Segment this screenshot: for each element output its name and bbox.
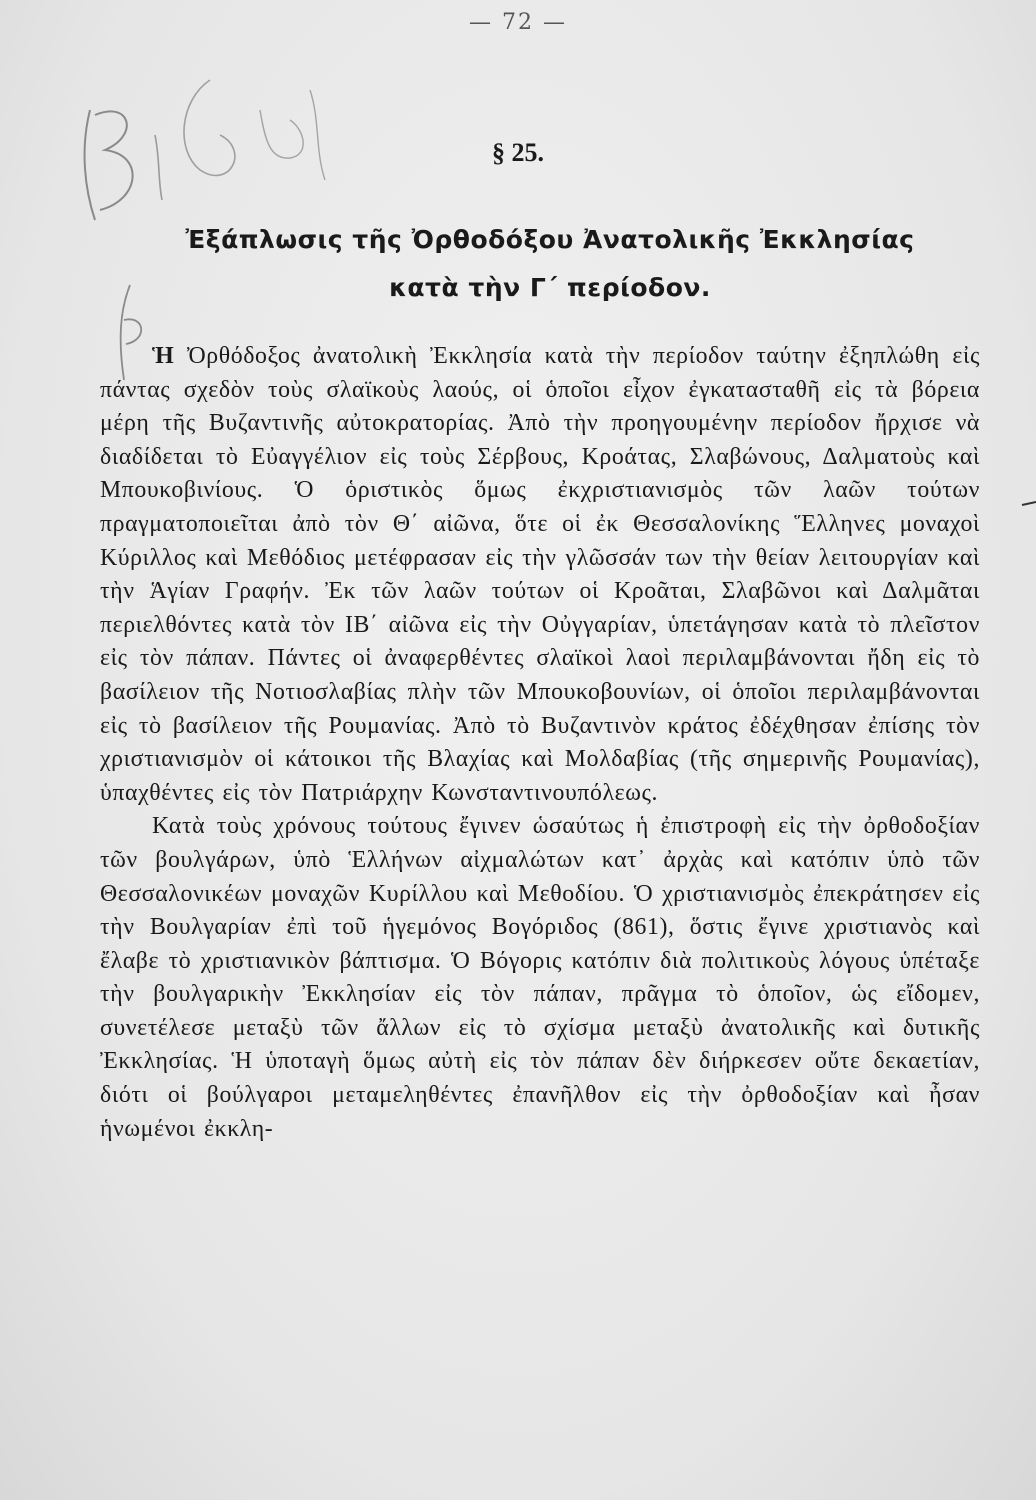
drop-initial: Ἡ xyxy=(152,343,175,369)
paragraph-2 xyxy=(100,810,980,1146)
section-title xyxy=(120,216,980,312)
paragraph-1-text: Ὀρθόδοξος ἀνατολικὴ Ἐκκλησία κατὰ τὴν περίοδον ταύτην ἐξηπλώθη εἰς πάντας σχεδὸν τοὺς σλαϊκοὺς λαούς, οἱ ὁποῖοι εἶχον ἐγκατασταθῆ εἰς τὰ βόρεια μέρη τῆς Βυζαντινῆς αὐτοκρατορίας. Ἀπὸ τὴν προηγουμένην περίοδον ἤρχισε νὰ διαδίδεται τὸ Εὐαγγέλιον εἰς τοὺς Σέρβους, Κροάτας, Σλαβώνους, Δαλματοὺς καὶ Μπουκοβινίους. Ὁ ὁριστικὸς ὅμως ἐκχριστιανισμὸς τῶν λαῶν τούτων πραγματοποιεῖται ἀπὸ τὸν Θ΄ αἰῶνα, ὅτε οἱ ἐκ Θεσσαλονίκης Ἕλληνες μοναχοὶ Κύριλλος καὶ Μεθόδιος μετέφρασαν εἰς τὴν γλῶσσάν των τὴν θείαν λειτουργίαν καὶ τὴν Ἁγίαν Γραφήν. Ἐκ τῶν λαῶν τούτων οἱ Κροᾶται, Σλαβῶνοι καὶ Δαλμᾶται περιελθόντες κατὰ τὸν ΙΒ΄ αἰῶνα εἰς τὴν Οὐγγαρίαν, ὑπετάγησαν κατὰ τὸ πλεῖστον εἰς τὸν πάπαν. Πάντες οἱ ἀναφερθέντες σλαϊκοὶ λαοὶ περιλαμβάνονται ἤδη εἰς τὸ βασίλειον τῆς Νοτιοσλαβίας πλὴν τῶν Μπουκοβουνίων, οἱ ὁποῖοι περιλαμβάνονται εἰς τὸ βασίλειον τῆς Ρουμανίας. Ἀπὸ τὸ Βυζαντινὸν κράτος ἐδέχθησαν ἐπίσης τὸν χριστιανισμὸν οἱ κάτοικοι τῆς Βλαχίας καὶ Μολδαβίας (τῆς σημερινῆς Ρουμανίας), ὑπαχθέντες εἰς τὸν Πατριάρχην Κωνσταντινουπόλεως. xyxy=(100,343,980,806)
page-number: — 72 — xyxy=(469,10,567,35)
edge-tick-mark xyxy=(1020,490,1036,520)
section-title-line-2: κατὰ τὴν Γ΄ περίοδον. xyxy=(389,273,711,302)
section-title-line-1: Ἐξάπλωσις τῆς Ὀρθοδόξου Ἀνατολικῆς Ἐκκλησίας xyxy=(185,225,915,254)
section-number: § 25. xyxy=(492,138,544,167)
paragraph-2-text: Κατὰ τοὺς χρόνους τούτους ἔγινεν ὡσαύτως ἡ ἐπιστροφὴ εἰς τὴν ὀρθοδοξίαν τῶν βουλγάρων, ὑπὸ Ἑλλήνων αἰχμαλώτων κατ᾽ ἀρχὰς καὶ κατόπιν ὑπὸ τῶν Θεσσαλονικέων μοναχῶν Κυρίλλου καὶ Μεθοδίου. Ὁ χριστιανισμὸς ἐπεκράτησεν εἰς τὴν Βουλγαρίαν ἐπὶ τοῦ ἡγεμόνος Βογόριδος (861), ὅστις ἔγινε χριστιανὸς καὶ ἔλαβε τὸ χριστιανικὸν βάπτισμα. Ὁ Βόγορις κατόπιν διὰ πολιτικοὺς λόγους ὑπέταξε τὴν βουλγαρικὴν Ἐκκλησίαν εἰς τὸν πάπαν, πρᾶγμα τὸ ὁποῖον, ὡς εἴδομεν, συνετέλεσε μεταξὺ τῶν ἄλλων εἰς τὸ σχίσμα μεταξὺ ἀνατολικῆς καὶ δυτικῆς Ἐκκλησίας. Ἡ ὑποταγὴ ὅμως αὐτὴ εἰς τὸν πάπαν δὲν διήρκεσεν οὔτε δεκαετίαν, διότι οἱ βούλγαροι μεταμεληθέντες ἐπανῆλθον εἰς τὴν ὀρθοδοξίαν καὶ ἦσαν ἡνωμένοι ἐκκλη- xyxy=(100,813,980,1142)
paragraph-1 xyxy=(100,340,980,810)
body-text xyxy=(100,340,980,1146)
